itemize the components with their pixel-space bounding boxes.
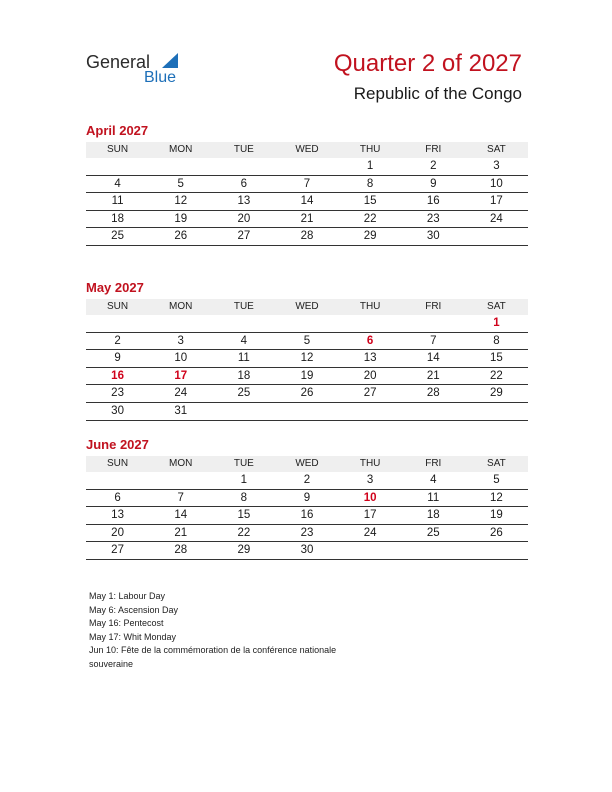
date-cell [149, 315, 212, 332]
date-cell [339, 403, 402, 420]
date-cell: 11 [111, 195, 124, 208]
month-title: June 2027 [86, 437, 149, 452]
week-row [86, 385, 528, 403]
date-cell: 25 [237, 387, 251, 400]
date-cell: 23 [426, 212, 440, 225]
date-cell: 8 [493, 334, 500, 347]
weekday-label: FRI [425, 144, 442, 155]
date-cell: 2 [303, 474, 311, 486]
date-cell: 21 [426, 369, 440, 382]
weekday-label: MON [169, 301, 193, 312]
date-cell: 13 [237, 195, 251, 208]
date-cell [149, 158, 212, 175]
week-row [86, 472, 528, 490]
date-cell: 24 [174, 387, 188, 400]
date-cell: 22 [490, 369, 503, 382]
holiday-date-cell: 17 [174, 369, 188, 382]
date-cell [86, 158, 149, 175]
date-cell [465, 542, 528, 559]
holiday-note: May 16: Pentecost [89, 618, 164, 629]
week-row [86, 507, 528, 525]
date-cell: 6 [240, 177, 248, 190]
date-cell: 29 [363, 230, 377, 243]
date-cell: 16 [300, 509, 314, 522]
weekday-label: TUE [233, 458, 254, 469]
month-april [86, 122, 528, 246]
date-cell [86, 472, 149, 489]
date-cell: 7 [303, 177, 311, 190]
date-cell: 8 [240, 491, 248, 504]
date-cell: 3 [366, 474, 374, 486]
week-row [86, 228, 528, 246]
date-cell: 10 [174, 352, 188, 365]
weekday-label: SUN [107, 144, 129, 155]
holiday-date-cell: 6 [366, 334, 374, 347]
page-title: Quarter 2 of 2027 [333, 50, 522, 77]
date-cell: 10 [490, 177, 503, 190]
week-row [86, 176, 528, 194]
date-cell: 4 [430, 474, 437, 486]
weekday-label: WED [295, 458, 319, 469]
weekday-label: SAT [487, 458, 506, 469]
week-row [86, 525, 528, 543]
date-cell: 27 [111, 544, 124, 557]
date-cell: 19 [490, 509, 503, 522]
date-cell: 12 [174, 195, 188, 208]
holiday-notes [89, 590, 389, 672]
date-cell: 5 [493, 474, 500, 486]
date-cell: 19 [300, 369, 314, 382]
logo-triangle-icon [162, 53, 178, 68]
date-cell: 11 [427, 491, 440, 504]
date-cell: 18 [426, 509, 440, 522]
date-cell: 6 [114, 491, 121, 504]
weekday-label: THU [359, 144, 381, 155]
date-cell: 21 [300, 212, 314, 225]
weekday-label: THU [359, 458, 381, 469]
date-cell [212, 315, 275, 332]
date-cell: 12 [300, 352, 314, 365]
date-cell [275, 315, 338, 332]
week-row [86, 193, 528, 211]
date-cell: 14 [426, 352, 440, 365]
date-cell: 8 [366, 177, 374, 190]
date-cell: 19 [174, 212, 188, 225]
weekday-label: THU [359, 301, 381, 312]
date-cell: 3 [177, 334, 184, 347]
date-cell [339, 542, 402, 559]
date-cell: 20 [111, 526, 124, 539]
date-cell: 1 [366, 160, 374, 172]
month-title: April 2027 [86, 123, 149, 138]
date-cell: 30 [111, 404, 124, 417]
date-cell [465, 403, 528, 420]
holiday-note: Jun 10: Fête de la commémoration de la conférence nationale souveraine [89, 645, 337, 669]
date-cell: 7 [430, 334, 437, 347]
week-row [86, 350, 528, 368]
date-cell [402, 542, 465, 559]
date-cell: 27 [363, 387, 377, 400]
date-cell: 27 [237, 230, 251, 243]
weekday-header-row [86, 299, 528, 315]
date-cell: 31 [174, 404, 188, 417]
weekday-label: WED [295, 144, 319, 155]
date-cell: 7 [177, 491, 184, 504]
date-cell: 25 [426, 526, 440, 539]
date-cell: 3 [493, 160, 500, 172]
date-cell: 9 [430, 177, 437, 190]
date-cell [149, 472, 212, 489]
logo-text-blue: Blue [144, 69, 177, 86]
date-cell: 9 [114, 352, 121, 365]
date-cell [339, 315, 402, 332]
date-cell: 15 [363, 195, 377, 208]
weekday-label: SUN [107, 458, 129, 469]
weekday-label: MON [169, 144, 193, 155]
month-title: May 2027 [86, 280, 144, 295]
holiday-note: May 6: Ascension Day [89, 604, 179, 615]
weekday-label: TUE [233, 144, 254, 155]
date-cell [275, 158, 338, 175]
weekday-label: FRI [425, 301, 442, 312]
date-cell: 13 [363, 352, 377, 365]
holiday-note: May 1: Labour Day [89, 591, 166, 601]
date-cell: 24 [490, 212, 503, 225]
date-cell: 30 [426, 230, 440, 243]
weekday-label: WED [295, 301, 319, 312]
weekday-label: FRI [425, 458, 442, 469]
calendar-grid [86, 299, 528, 421]
date-cell: 21 [174, 526, 188, 539]
week-row [86, 158, 528, 176]
date-cell: 26 [300, 387, 314, 400]
general-blue-logo [86, 52, 186, 92]
date-cell: 14 [300, 195, 314, 208]
date-cell: 24 [363, 526, 377, 539]
date-cell: 18 [237, 369, 251, 382]
date-cell: 28 [174, 544, 188, 557]
weekday-label: SAT [487, 144, 506, 155]
date-cell: 1 [240, 474, 248, 486]
date-cell: 5 [303, 334, 311, 347]
date-cell: 11 [237, 352, 250, 365]
date-cell: 17 [490, 195, 503, 208]
date-cell: 18 [111, 212, 124, 225]
holiday-note: May 17: Whit Monday [89, 631, 177, 642]
holiday-date-cell: 10 [363, 491, 377, 504]
date-cell: 28 [300, 230, 314, 243]
date-cell: 2 [114, 334, 121, 347]
week-row [86, 542, 528, 560]
calendar-grid [86, 142, 528, 246]
date-cell: 2 [430, 160, 437, 172]
date-cell: 20 [237, 212, 251, 225]
date-cell: 28 [426, 387, 440, 400]
date-cell [212, 403, 275, 420]
week-row [86, 333, 528, 351]
week-row [86, 315, 528, 333]
week-row [86, 490, 528, 508]
date-cell: 23 [111, 387, 124, 400]
country-subtitle: Republic of the Congo [353, 84, 522, 103]
date-cell: 22 [237, 526, 251, 539]
date-cell: 13 [111, 509, 124, 522]
week-row [86, 211, 528, 229]
date-cell [465, 228, 528, 245]
date-cell: 5 [177, 177, 184, 190]
date-cell: 30 [300, 544, 314, 557]
date-cell: 9 [303, 491, 311, 504]
date-cell: 4 [240, 334, 248, 347]
date-cell: 25 [111, 230, 124, 243]
date-cell: 26 [174, 230, 188, 243]
date-cell [275, 403, 338, 420]
week-row [86, 403, 528, 421]
logo-text-general: General [86, 52, 151, 72]
date-cell: 14 [174, 509, 188, 522]
calendar-grid [86, 456, 528, 560]
weekday-label: MON [169, 458, 193, 469]
weekday-label: SAT [487, 301, 506, 312]
date-cell: 23 [300, 526, 314, 539]
date-cell: 15 [237, 509, 251, 522]
weekday-header-row [86, 456, 528, 472]
date-cell: 20 [363, 369, 377, 382]
month-june [86, 436, 528, 560]
holiday-date-cell: 1 [493, 317, 500, 329]
date-cell: 4 [114, 177, 121, 190]
date-cell [86, 315, 149, 332]
date-cell [402, 315, 465, 332]
date-cell: 22 [363, 212, 377, 225]
date-cell [402, 403, 465, 420]
date-cell: 29 [490, 387, 503, 400]
week-row [86, 368, 528, 386]
date-cell [212, 158, 275, 175]
date-cell: 16 [426, 195, 440, 208]
date-cell: 26 [490, 526, 503, 539]
weekday-label: SUN [107, 301, 129, 312]
date-cell: 17 [363, 509, 377, 522]
weekday-label: TUE [233, 301, 254, 312]
month-may [86, 279, 528, 421]
holiday-date-cell: 16 [111, 369, 124, 382]
date-cell: 15 [490, 352, 503, 365]
date-cell: 12 [490, 491, 503, 504]
date-cell: 29 [237, 544, 251, 557]
weekday-header-row [86, 142, 528, 158]
